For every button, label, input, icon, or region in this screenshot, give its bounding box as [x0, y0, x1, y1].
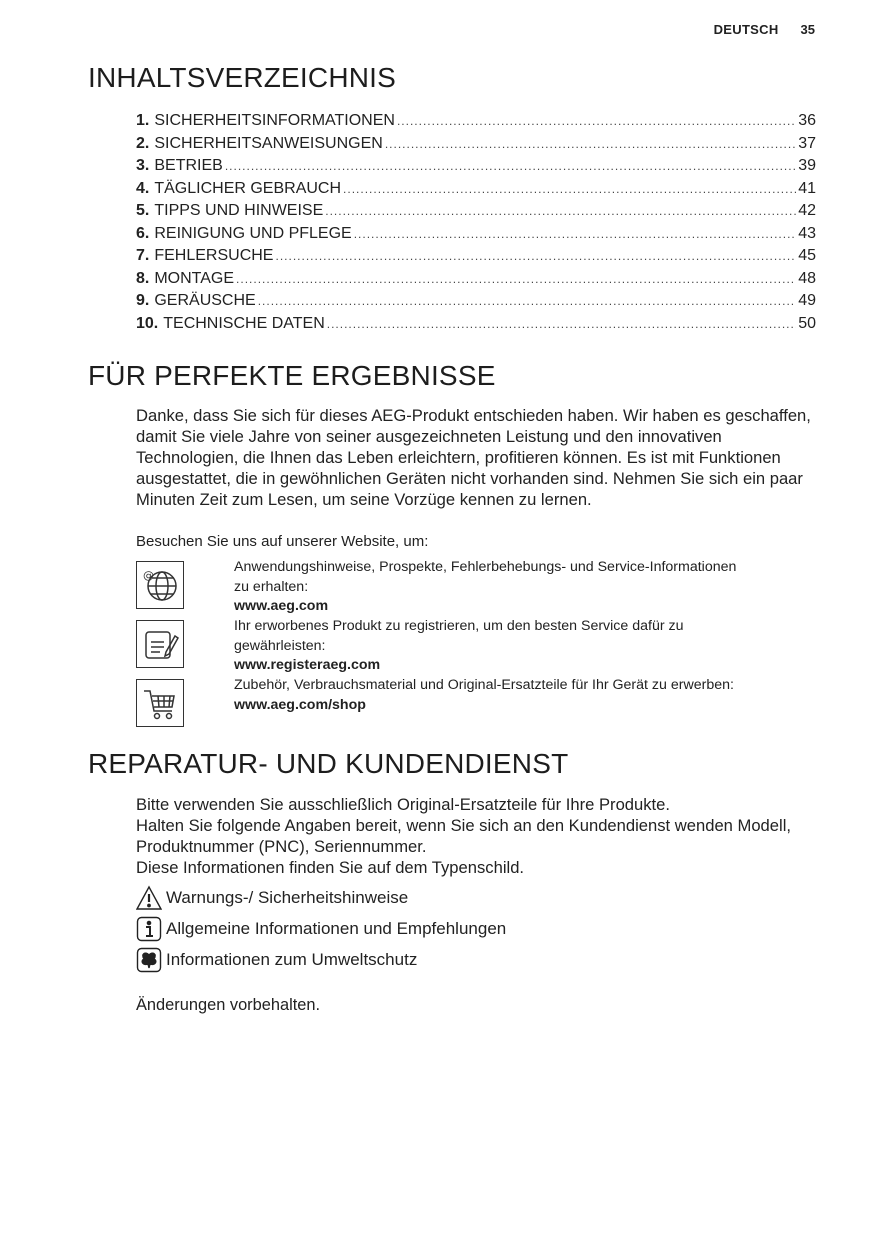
toc-entry-page: 36 — [798, 112, 816, 129]
repair-heading: REPARATUR- UND KUNDENDIENST — [88, 748, 569, 779]
toc-entry-number: 2. — [136, 134, 150, 152]
toc-entry-number: 9. — [136, 292, 150, 309]
toc-leader — [354, 223, 797, 246]
toc-entry-title: TÄGLICHER GEBRAUCH — [154, 179, 342, 197]
toc-entry-page: 48 — [798, 269, 816, 287]
toc-entry-title: BETRIEB — [154, 157, 223, 174]
legend-text: Allgemeine Informationen und Empfehlungen — [166, 918, 507, 938]
toc-entry-number: 1. — [136, 112, 150, 129]
changes-note: Änderungen vorbehalten. — [136, 996, 321, 1014]
page-number: 35 — [800, 22, 815, 37]
toc-entry-number: 5. — [136, 202, 150, 219]
toc-entry-title: SICHERHEITSINFORMATIONEN — [154, 112, 395, 129]
environment-icon — [136, 947, 162, 973]
toc-entry-page: 49 — [798, 292, 816, 309]
website-link-item — [136, 676, 826, 735]
toc-entry-title: TECHNISCHE DATEN — [163, 314, 325, 332]
legend-text: Warnungs-/ Sicherheitshinweise — [166, 887, 409, 907]
toc-entry[interactable] — [136, 290, 816, 313]
legend-item — [136, 944, 506, 975]
toc-entry-page: 43 — [798, 224, 816, 242]
register-icon — [136, 620, 184, 668]
website-link-shop[interactable]: www.aeg.com/shop — [234, 696, 366, 713]
page-header — [714, 22, 815, 37]
intro-paragraph: Danke, dass Sie sich für dieses AEG-Produkt entschieden haben. Wir haben es geschaffen, damit Sie viele Jahre von seiner ausgezeichneten Leistung und den innovativen Technologien, die Ihnen das Leben erleichtern, profitieren können. Es ist mit Funktionen ausgestattet, die in gewöhnlichen Geräten nicht vorhanden sind. Nehmen Sie sich ein paar Minuten Zeit zum Lesen, um seine Vorzüge kennen zu lernen. — [136, 406, 811, 509]
website-link-aeg[interactable]: www.aeg.com — [234, 598, 329, 614]
website-link-item — [136, 558, 826, 617]
globe-icon — [136, 561, 184, 609]
legend-item — [136, 882, 506, 913]
toc-entry-number: 6. — [136, 224, 150, 242]
toc-entry-title: GERÄUSCHE — [154, 292, 256, 309]
toc-entry-page: 45 — [798, 247, 816, 264]
toc-entry-title: MONTAGE — [154, 269, 235, 287]
toc-entry[interactable] — [136, 155, 816, 178]
toc-entry[interactable] — [136, 133, 816, 156]
toc-entry-page: 37 — [798, 134, 816, 152]
repair-line: Halten Sie folgende Angaben bereit, wenn Sie sich an den Kundendienst wenden Modell, Produktnummer (PNC), Seriennummer. — [136, 816, 791, 856]
toc-entry[interactable] — [136, 200, 816, 223]
toc-leader — [397, 110, 796, 133]
toc-entry[interactable] — [136, 313, 816, 336]
toc-entry[interactable] — [136, 268, 816, 291]
toc-entry-number: 7. — [136, 247, 150, 264]
toc-entry[interactable] — [136, 223, 816, 246]
symbol-legend — [136, 882, 506, 975]
info-icon — [136, 916, 162, 942]
repair-paragraph — [136, 794, 826, 878]
website-link-register[interactable]: www.registeraeg.com — [234, 657, 381, 673]
toc-entry[interactable] — [136, 110, 816, 133]
repair-line: Bitte verwenden Sie ausschließlich Original-Ersatzteile für Ihre Produkte. — [136, 795, 671, 814]
toc-entry-page: 42 — [798, 202, 816, 219]
toc-leader — [258, 290, 797, 313]
toc-leader — [236, 268, 796, 291]
legend-text: Informationen zum Umweltschutz — [166, 949, 418, 969]
toc-entry-page: 39 — [798, 157, 816, 174]
toc-entry-number: 4. — [136, 179, 150, 197]
toc-entry-number: 3. — [136, 157, 150, 174]
toc-entry-page: 41 — [798, 179, 816, 197]
toc-entry[interactable] — [136, 245, 816, 268]
language-label: DEUTSCH — [713, 22, 779, 37]
warning-icon — [136, 885, 162, 911]
toc-leader — [275, 245, 796, 268]
toc-leader — [225, 155, 796, 178]
link-description: Zubehör, Verbrauchsmaterial und Original-Ersatzteile für Ihr Gerät zu erwerben: — [234, 677, 734, 693]
toc-entry-title: SICHERHEITSANWEISUNGEN — [154, 134, 383, 152]
link-description: Ihr erworbenes Produkt zu registrieren, um den besten Service dafür zu gewährleisten: — [234, 618, 684, 654]
website-link-item — [136, 617, 826, 676]
toc-heading: INHALTSVERZEICHNIS — [88, 62, 397, 93]
toc-entry-number: 10. — [136, 314, 159, 332]
legend-item — [136, 913, 506, 944]
link-description: Anwendungshinweise, Prospekte, Fehlerbehebungs- und Service-Informationen zu erhalten: — [234, 559, 737, 595]
toc-leader — [325, 200, 796, 223]
toc-entry-page: 50 — [798, 314, 816, 332]
toc-leader — [343, 178, 796, 201]
website-links — [136, 558, 826, 735]
toc-leader — [385, 133, 796, 156]
toc-entry-title: FEHLERSUCHE — [154, 247, 274, 264]
repair-line: Diese Informationen finden Sie auf dem Typenschild. — [136, 858, 525, 877]
toc-entry[interactable] — [136, 178, 816, 201]
table-of-contents — [136, 110, 816, 335]
toc-entry-number: 8. — [136, 269, 150, 287]
perfect-results-heading: FÜR PERFEKTE ERGEBNISSE — [88, 360, 496, 391]
cart-icon — [136, 679, 184, 727]
toc-entry-title: TIPPS UND HINWEISE — [154, 202, 324, 219]
toc-entry-title: REINIGUNG UND PFLEGE — [154, 224, 352, 242]
visit-paragraph: Besuchen Sie uns auf unserer Website, um: — [136, 533, 429, 550]
svg-text:@: @ — [143, 569, 154, 582]
toc-leader — [327, 313, 796, 336]
